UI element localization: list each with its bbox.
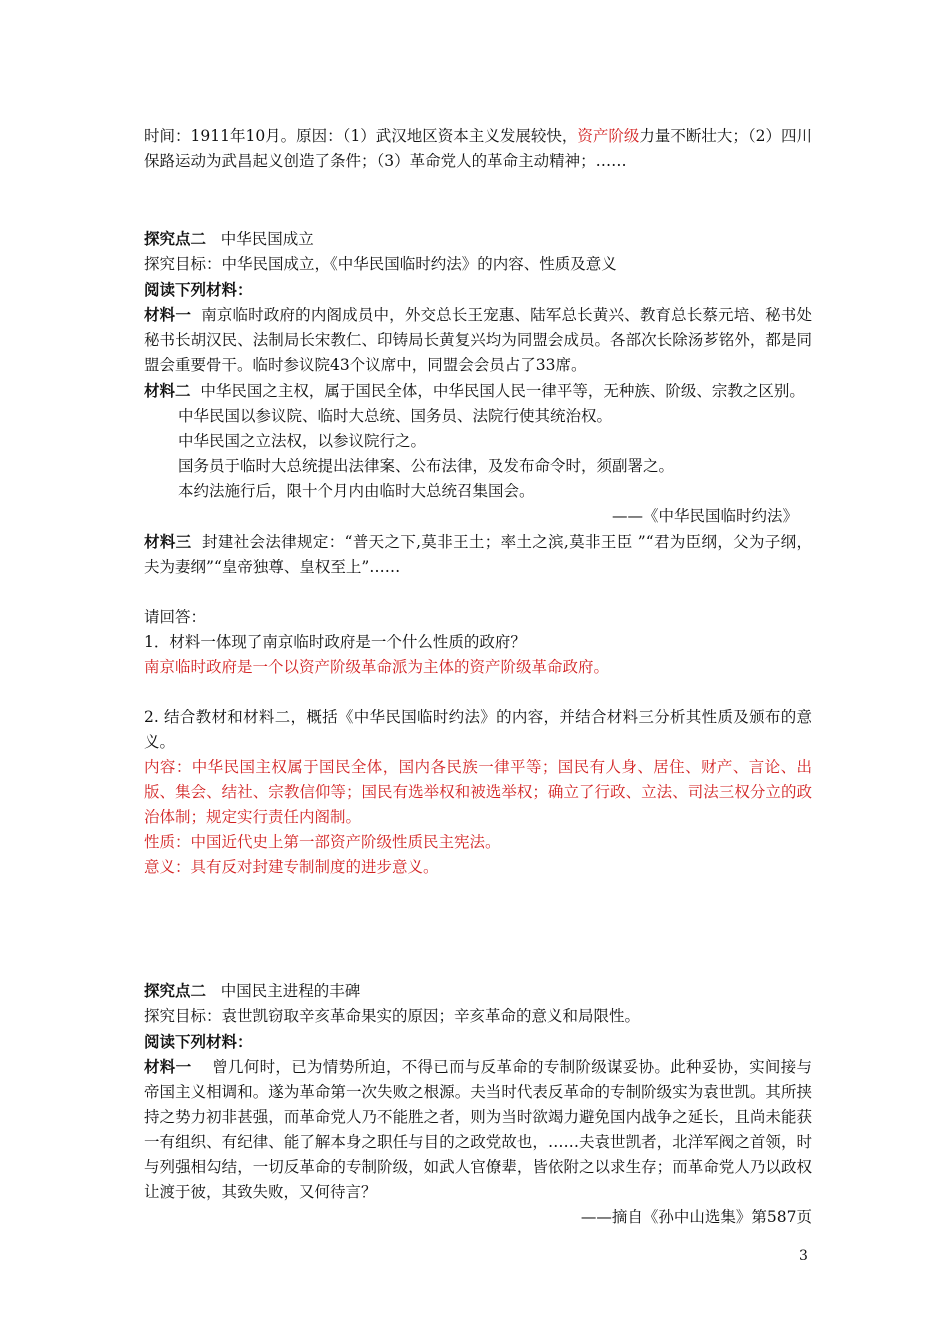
section1-m1-label: 材料一 [144,305,191,324]
section2-material1 [144,1054,812,1205]
section2-heading-label: 探究点二 [144,981,207,1000]
section1-material3 [144,529,812,580]
document-page [144,124,812,1230]
section1-m2-text: 中华民国之主权，属于国民全体，中华民国人民一律平等，无种族、阶级、宗教之区别。 [200,382,805,400]
section1-m2-source: ——《中华民国临时约法》 [611,507,798,525]
section2-goal: 探究目标：袁世凯窃取辛亥革命果实的原因；辛亥革命的意义和局限性。 [144,1007,641,1025]
answer-2-content: 内容：中华民国主权属于国民全体，国内各民族一律平等；国民有人身、居住、财产、言论、出版、集会、结社、宗教信仰等；国民有选举权和被选举权；确立了行政、立法、司法三权分立的政治体制；规定实行责任内阁制。 [144,758,812,826]
intro-paragraph [144,124,812,174]
answer-2-meaning: 意义：具有反对封建专制制度的进步意义。 [144,858,439,876]
section1-heading-title: 中华民国成立 [220,230,314,248]
section1-m2-label: 材料二 [144,381,191,400]
section1-m3-text: 封建社会法律规定：“普天之下,莫非王土；率土之滨,莫非王臣 ”“君为臣纲，父为子纲，夫为妻纲”“皇帝独尊、皇权至上”…… [144,533,812,576]
question-2: 2. 结合教材和材料二，概括《中华民国临时约法》的内容，并结合材料三分析其性质及颁布的意义。 [144,708,812,751]
answer-2-nature: 性质：中国近代史上第一部资产阶级性质民主宪法。 [144,833,501,851]
section2-m1-text: 曾几何时，已为情势所迫，不得已而与反革命的专制阶级谋妥协。此种妥协，实间接与帝国主义相调和。遂为革命第一次失败之根源。夫当时代表反革命的专制阶级实为袁世凯。其所挟持之势力初非甚强，而革命党人乃不能胜之者，则为当时欲竭力避免国内战争之延长，且尚未能获一有组织、有纪律、能了解本身之职任与目的之政党故也，……夫袁世凯者，北洋军阀之首领，时与列强相勾结，一切反革命的专制阶级，如武人官僚辈，皆依附之以求生存；而革命党人乃以政权让渡于彼，其致失败，又何待言？ [144,1058,812,1201]
intro-text-rest: 力量不断壮大；（2）四川保路运动为武昌起义创造了条件；（3）革命党人的革命主动精神；…… [144,127,812,170]
section2-read: 阅读下列材料： [144,1032,253,1051]
section1-read: 阅读下列材料： [144,280,253,299]
section1-m2-line: 本约法施行后，限十个月内由临时大总统召集国会。 [178,482,535,500]
section1-material1 [144,302,812,378]
intro-text: 时间：1911年10月。原因：（1）武汉地区资本主义发展较快， [144,127,578,145]
section1-heading [144,226,812,252]
section1-m3-label: 材料三 [144,532,192,551]
section1-material2 [144,378,812,404]
section1-m2-line: 中华民国以参议院、临时大总统、国务员、法院行使其统治权。 [178,407,613,425]
section1-ask: 请回答： [144,608,207,626]
question-1: 1．材料一体现了南京临时政府是一个什么性质的政府？ [144,633,526,651]
section2-heading-title: 中国民主进程的丰碑 [220,982,361,1000]
section2-m1-source: ——摘自《孙中山选集》第587页 [580,1208,812,1226]
intro-highlight: 资产阶级 [577,127,640,145]
section1-m2-line: 国务员于临时大总统提出法律案、公布法律，及发布命令时，须副署之。 [178,457,675,475]
answer-1: 南京临时政府是一个以资产阶级革命派为主体的资产阶级革命政府。 [144,658,610,676]
section2-m1-label: 材料一 [144,1057,192,1076]
section1-heading-label: 探究点二 [144,229,207,248]
section1-m2-line: 中华民国之立法权，以参议院行之。 [178,432,427,450]
section1-goal: 探究目标：中华民国成立，《中华民国临时约法》的内容、性质及意义 [144,255,617,273]
section2-heading [144,978,812,1004]
page-number: 3 [799,1248,808,1264]
section1-m1-text: 南京临时政府的内阁成员中，外交总长王宠惠、陆军总长黄兴、教育总长蔡元培、秘书处秘书长胡汉民、法制局长宋教仁、印铸局长黄复兴均为同盟会成员。各部次长除汤芗铭外，都是同盟会重要骨干。临时参议院43个议席中，同盟会会员占了33席。 [144,306,812,374]
